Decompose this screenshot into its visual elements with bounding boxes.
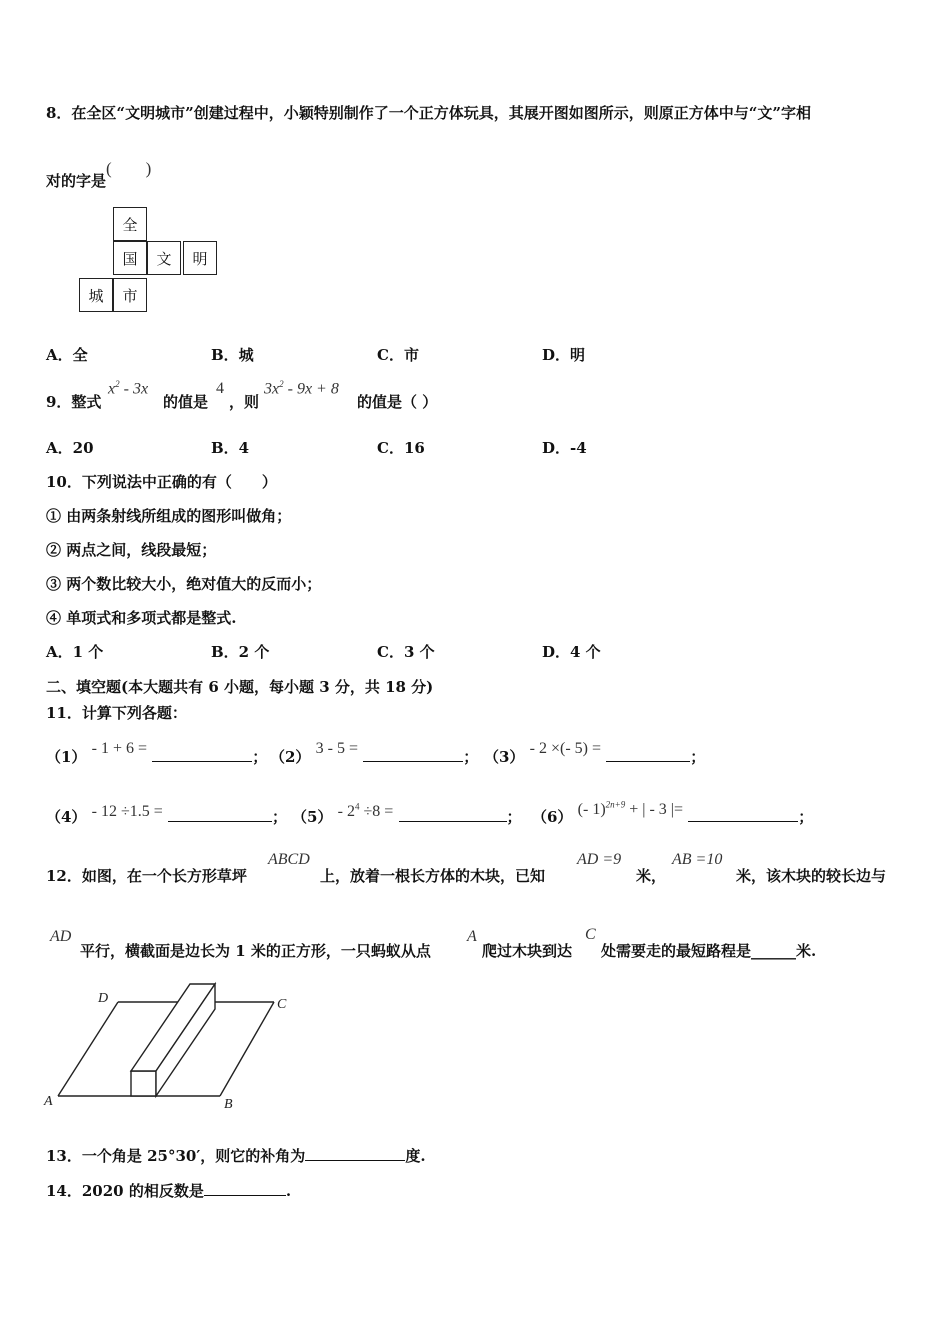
q12-ad-9: AD =9 <box>577 851 622 868</box>
q11-part6-rest: + | - 3 |= <box>625 801 684 818</box>
q11-part2-sep: ； <box>463 748 479 766</box>
q11-part1-label: （1） <box>46 748 87 766</box>
q10-option-b: B．2 个 <box>211 643 270 661</box>
fig-label-b: B <box>224 1097 233 1112</box>
q10-stem: 10．下列说法中正确的有（ ） <box>46 473 277 491</box>
q12-line2-a: 平行，横截面是边长为 1 米的正方形，一只蚂蚁从点 <box>80 942 431 960</box>
q13-blank <box>305 1159 405 1161</box>
q12-ab-10: AB =10 <box>672 851 723 868</box>
q8-stem-text: 对的字是 <box>46 172 107 190</box>
q10-option-a: A．1 个 <box>46 643 104 661</box>
q11-part6-label: （6） <box>532 808 573 826</box>
q14-end: . <box>285 1182 292 1200</box>
q12-line1-b: 上，放着一根长方体的木块，已知 <box>320 867 546 885</box>
q12-line1-c: 米， <box>636 867 667 885</box>
net-cell-quan: 全 <box>113 207 147 241</box>
q8-stem-line1: 8．在全区“文明城市”创建过程中，小颖特别制作了一个正方体玩具，其展开图如图所示，则原正方体中与“文”字相 <box>46 104 811 122</box>
net-cell-guo: 国 <box>113 241 147 275</box>
q11-part5 <box>292 801 522 827</box>
q11-part6 <box>532 799 814 827</box>
lawn-edge-ad <box>58 1002 118 1096</box>
q9-stem-suffix: 的值是（ ） <box>357 393 438 411</box>
block-front-face <box>131 1071 156 1096</box>
q11-part5-rest: ÷8 = <box>359 803 394 820</box>
net-cell-cheng: 城 <box>79 278 113 312</box>
q10-item-4: ④ 单项式和多项式都是整式. <box>46 609 237 627</box>
q8-option-d: D．明 <box>542 346 586 364</box>
fig-label-d: D <box>98 991 109 1006</box>
q11-part1-blank <box>152 760 252 762</box>
q11-part1 <box>46 740 268 767</box>
q9-option-b: B．4 <box>211 439 250 457</box>
q10-item-3: ③ 两个数比较大小，绝对值大的反而小； <box>46 575 322 593</box>
q9-option-d: D．-4 <box>542 439 587 457</box>
q13-stem: 13．一个角是 25°30′，则它的补角为 <box>46 1147 306 1165</box>
q12-point-a: A <box>467 928 477 945</box>
q14-stem: 14．2020 的相反数是 <box>46 1182 204 1200</box>
q11-part5-exponent: 4 <box>355 801 360 812</box>
q9-stem-prefix: 9．整式 <box>46 393 102 411</box>
q11-part2 <box>270 740 479 767</box>
q11-part6-exponent: 2n+9 <box>605 799 626 810</box>
q13 <box>46 1145 426 1166</box>
q8-option-c: C．市 <box>377 346 419 364</box>
q11-part6-expr <box>578 801 683 818</box>
q11-part6-blank <box>688 820 798 822</box>
q11-part4-expr: - 12 ÷1.5 = <box>91 803 163 820</box>
net-cell-shi: 市 <box>113 278 147 312</box>
q11-part6-sep: ； <box>798 808 814 826</box>
q11-part4-label: （4） <box>46 808 87 826</box>
q11-part4-blank <box>168 820 272 822</box>
q9-stem-mid2: ，则 <box>229 393 260 411</box>
fig-label-a: A <box>44 1094 53 1109</box>
q11-part3-label: （3） <box>484 748 525 766</box>
q10-option-d: D．4 个 <box>542 643 601 661</box>
q12-line2-b: 爬过木块到达 <box>482 942 573 960</box>
q8-option-b: B．城 <box>211 346 254 364</box>
lawn-with-block-figure <box>40 980 300 1115</box>
q11-part1-expr: - 1 + 6 = <box>91 740 148 757</box>
q11-part4-sep: ； <box>272 808 288 826</box>
net-cell-wen: 文 <box>147 241 181 275</box>
q10-option-c: C．3 个 <box>377 643 435 661</box>
q10-item-2: ② 两点之间，线段最短； <box>46 541 217 559</box>
q11-stem: 11．计算下列各题： <box>46 704 187 722</box>
net-cell-ming: 明 <box>183 241 217 275</box>
q12-ad: AD <box>50 928 72 945</box>
q12-line1-a: 12．如图，在一个长方形草坪 <box>46 867 247 885</box>
q11-part3 <box>484 740 706 767</box>
q8-stem-line2 <box>46 159 152 191</box>
lawn-edge-bc <box>220 1002 274 1096</box>
q8-answer-paren: ( ) <box>106 159 152 178</box>
q12-abcd: ABCD <box>268 851 310 868</box>
q9-option-c: C．16 <box>377 439 425 457</box>
q12-line1-d: 米，该木块的较长边与 <box>736 867 887 885</box>
q11-part3-expr: - 2 ×(- 5) = <box>529 740 602 757</box>
q11-part4 <box>46 803 288 827</box>
q11-part2-blank <box>363 760 463 762</box>
q9-stem-mid1: 的值是 <box>163 393 209 411</box>
q13-unit: 度. <box>405 1147 426 1165</box>
q11-part5-label: （5） <box>292 808 333 826</box>
q11-part5-base: - 2 <box>337 803 355 820</box>
q14-blank <box>204 1194 286 1196</box>
section-fill-in-heading: 二、填空题(本大题共有 6 小题，每小题 3 分，共 18 分) <box>46 678 434 696</box>
q11-part6-base: (- 1) <box>577 801 606 818</box>
q11-part1-sep: ； <box>252 748 268 766</box>
q11-part5-sep: ； <box>506 808 522 826</box>
q9-value: 4 <box>216 380 224 397</box>
q8-option-a: A．全 <box>46 346 88 364</box>
q11-part3-blank <box>606 760 690 762</box>
q11-part5-expr <box>338 803 394 820</box>
q9-option-a: A．20 <box>46 439 94 457</box>
q12-line2-c: 处需要走的最短路程是______米. <box>601 942 817 960</box>
q12-point-c: C <box>585 926 596 943</box>
q9-expr1: $x^2 - 3x$ <box>108 379 149 398</box>
q11-part3-sep: ； <box>690 748 706 766</box>
fig-label-c: C <box>277 997 287 1012</box>
q11-part2-expr: 3 - 5 = <box>315 740 359 757</box>
q11-part5-blank <box>399 820 507 822</box>
q11-part2-label: （2） <box>270 748 311 766</box>
q14 <box>46 1180 291 1201</box>
q10-item-1: ① 由两条射线所组成的图形叫做角； <box>46 507 292 525</box>
q9-expr2: $3x^2 - 9x + 8$ <box>264 379 339 398</box>
